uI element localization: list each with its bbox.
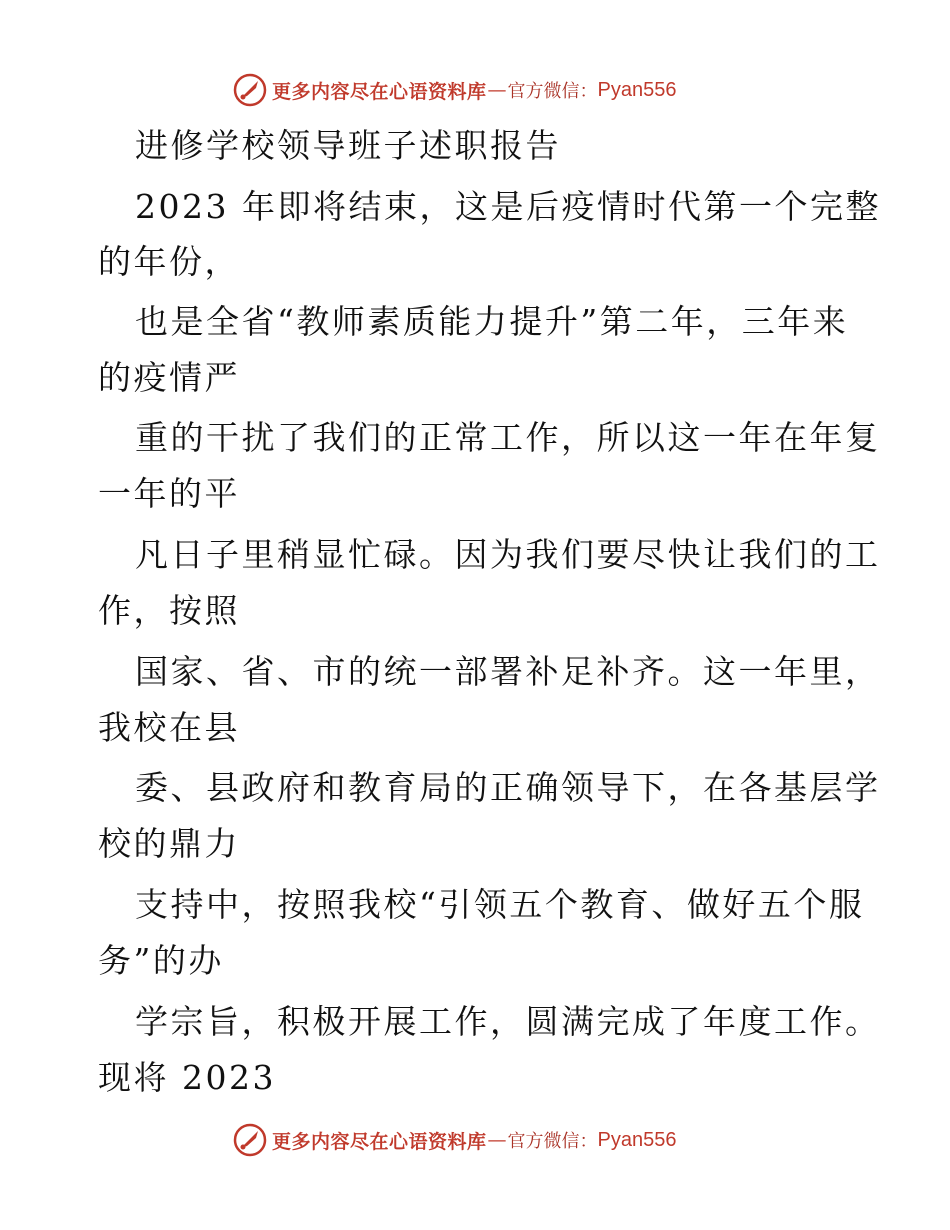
paragraph-line: 的疫情严 [98,358,240,397]
banner-wechat-label: 官方微信： [507,81,598,102]
paragraph-line: 作，按照 [98,591,240,630]
paragraph-line: 支持中，按照我校“引领五个教育、做好五个服 [135,885,865,924]
paragraph-line: 也是全省“教师素质能力提升”第二年，三年来 [135,302,849,341]
paragraph-line: 校的鼎力 [98,824,240,863]
paragraph-line: 一年的平 [98,474,240,513]
paragraph-line: 重的干扰了我们的正常工作，所以这一年在年复 [135,418,881,457]
footer-banner [232,1120,732,1160]
paragraph-line: 2023 年即将结束，这是后疫情时代第一个完整 [135,187,881,226]
quill-logo-icon [232,1122,268,1158]
paragraph-line: 的年份， [98,242,240,281]
banner-slogan: 更多内容尽在心语资料库 [272,80,487,103]
banner-wechat-id: Pyan556 [597,1128,677,1151]
paragraph-line: 凡日子里稍显忙碌。因为我们要尽快让我们的工 [135,535,881,574]
paragraph-line: 务”的办 [98,941,224,980]
banner-wechat-label: 官方微信： [507,1131,598,1152]
paragraph-line: 我校在县 [98,708,240,747]
banner-dash: — [487,79,507,101]
paragraph-line: 委、县政府和教育局的正确领导下，在各基层学 [135,768,881,807]
banner-dash: — [487,1129,507,1151]
header-banner [232,70,732,110]
quill-logo-icon [232,72,268,108]
banner-slogan: 更多内容尽在心语资料库 [272,1130,487,1153]
banner-wechat-id: Pyan556 [597,78,677,101]
paragraph-line: 学宗旨，积极开展工作，圆满完成了年度工作。 [135,1002,881,1041]
paragraph-line: 现将 2023 [98,1058,276,1097]
paragraph-line: 国家、省、市的统一部署补足补齐。这一年里， [135,652,881,691]
document-title: 进修学校领导班子述职报告 [135,126,561,165]
